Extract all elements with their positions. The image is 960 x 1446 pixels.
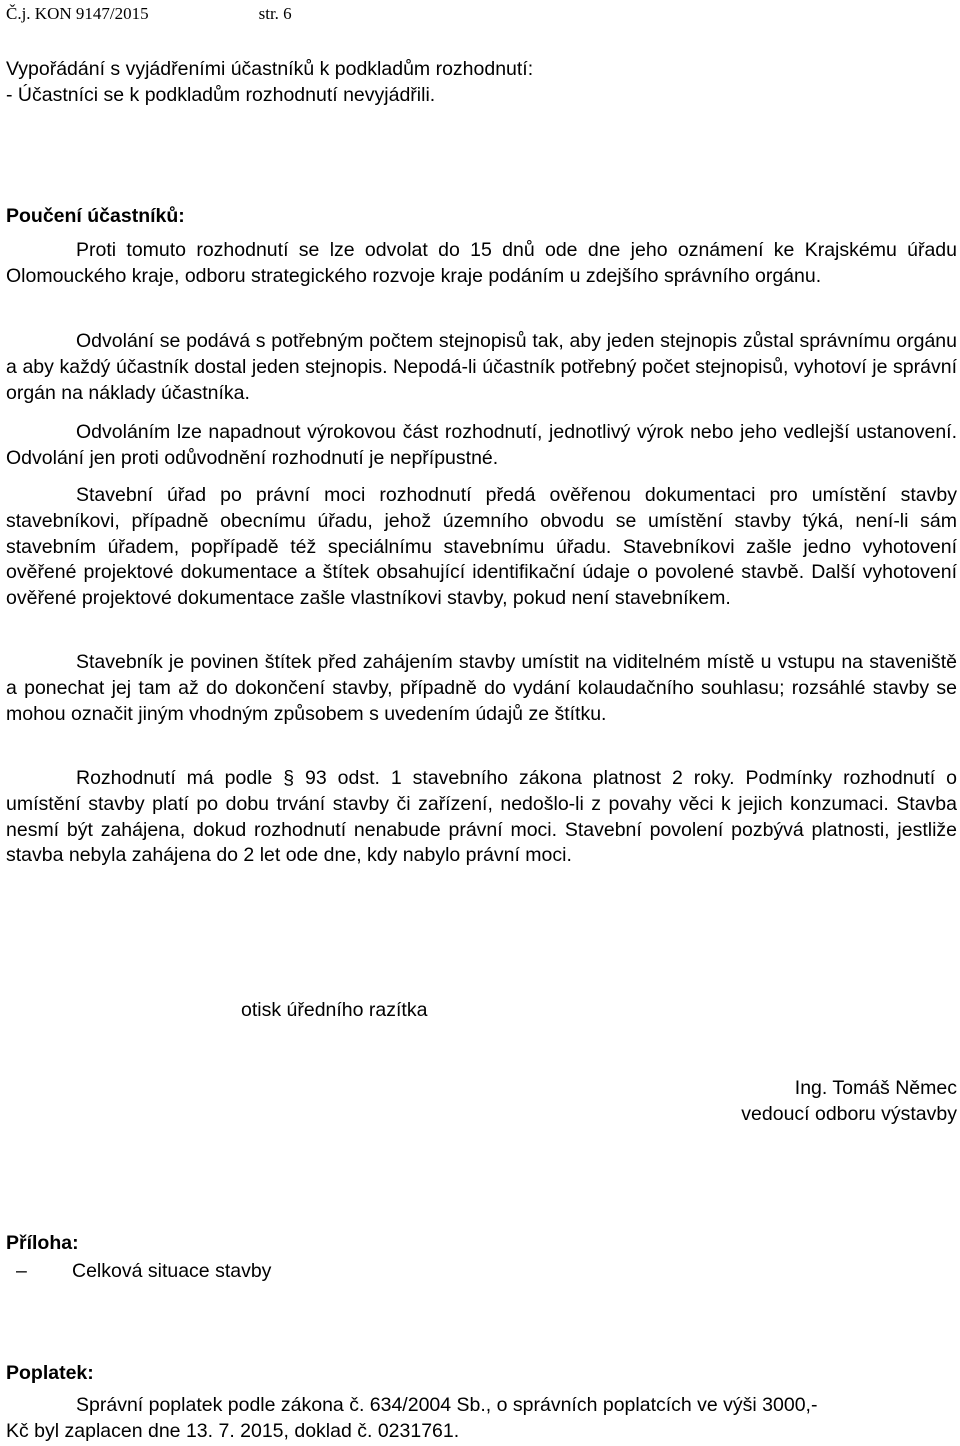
attachment-dash: – xyxy=(16,1260,27,1282)
instruction-paragraph-1: Proti tomuto rozhodnutí se lze odvolat do 15 dnů ode dne jeho oznámení ke Krajskému úřadu Olomouckého kraje, odboru strategického rozvoje kraje podáním u zdejšího správního orgánu. xyxy=(6,239,957,287)
fee-line-2: Kč byl zaplacen dne 13. 7. 2015, doklad č. 0231761. xyxy=(6,1420,460,1442)
attachments-heading: Příloha: xyxy=(6,1232,79,1254)
signature-name: Ing. Tomáš Němec xyxy=(794,1077,957,1099)
page-number: str. 6 xyxy=(258,4,292,23)
instruction-paragraph-6: Rozhodnutí má podle § 93 odst. 1 stavebního zákona platnost 2 roky. Podmínky rozhodnutí o umístění stavby platí po dobu trvání stavby či zařízení, nedošlo-li z povahy věci k jejich konzumaci. Stavba nesmí být zahájena, dokud rozhodnutí nenabude právní moci. Stavební povolení pozbývá platnosti, jestliže stavba nebyla zahájena do 2 let ode dne, kdy nabylo právní moci. xyxy=(6,767,957,867)
instruction-paragraph-2: Odvolání se podává s potřebným počtem stejnopisů tak, aby jeden stejnopis zůstal správnímu orgánu a aby každý účastník dostal jeden stejnopis. Nepodá-li účastník potřebný počet stejnopisů, vyhotoví je správní orgán na náklady účastníka. xyxy=(6,330,957,404)
attachment-label: Celková situace stavby xyxy=(72,1260,272,1282)
instruction-paragraph-3: Odvoláním lze napadnout výrokovou část rozhodnutí, jednotlivý výrok nebo jeho vedlejší ustanovení. Odvolání jen proti odůvodnění rozhodnutí je nepřípustné. xyxy=(6,421,957,469)
responses-heading: Vypořádání s vyjádřeními účastníků k podkladům rozhodnutí: xyxy=(6,58,534,80)
page-header xyxy=(6,4,292,24)
instruction-paragraph-5: Stavebník je povinen štítek před zahájením stavby umístit na viditelném místě u vstupu na staveniště a ponechat jej tam až do dokončení stavby, případně do vydání kolaudačního souhlasu; rozsáhlé stavby se mohou označit jiným vhodným způsobem s uvedením údajů ze štítku. xyxy=(6,651,957,725)
fee-heading: Poplatek: xyxy=(6,1362,94,1384)
signature-title: vedoucí odboru výstavby xyxy=(741,1103,957,1125)
instruction-paragraph-4: Stavební úřad po právní moci rozhodnutí předá ověřenou dokumentaci pro umístění stavby stavebníkovi, případně obecnímu úřadu, jehož územního obvodu se umístění stavby týká, není-li sám stavebním úřadem, popřípadě též speciálnímu stavebnímu úřadu. Stavebníkovi zašle jedno vyhotovení ověřené projektové dokumentace a štítek obsahující identifikační údaje o povolené stavbě. Další vyhotovení ověřené projektové dokumentace zašle vlastníkovi stavby, pokud není stavebníkem. xyxy=(6,484,957,610)
responses-item: - Účastníci se k podkladům rozhodnutí nevyjádřili. xyxy=(6,84,436,106)
fee-line-1: Správní poplatek podle zákona č. 634/2004 Sb., o správních poplatcích ve výši 3000,- xyxy=(76,1394,818,1416)
case-number: Č.j. KON 9147/2015 xyxy=(6,4,149,23)
stamp-placeholder: otisk úředního razítka xyxy=(241,999,428,1021)
attachment-item xyxy=(6,1259,957,1285)
instruction-heading: Poučení účastníků: xyxy=(6,205,185,227)
